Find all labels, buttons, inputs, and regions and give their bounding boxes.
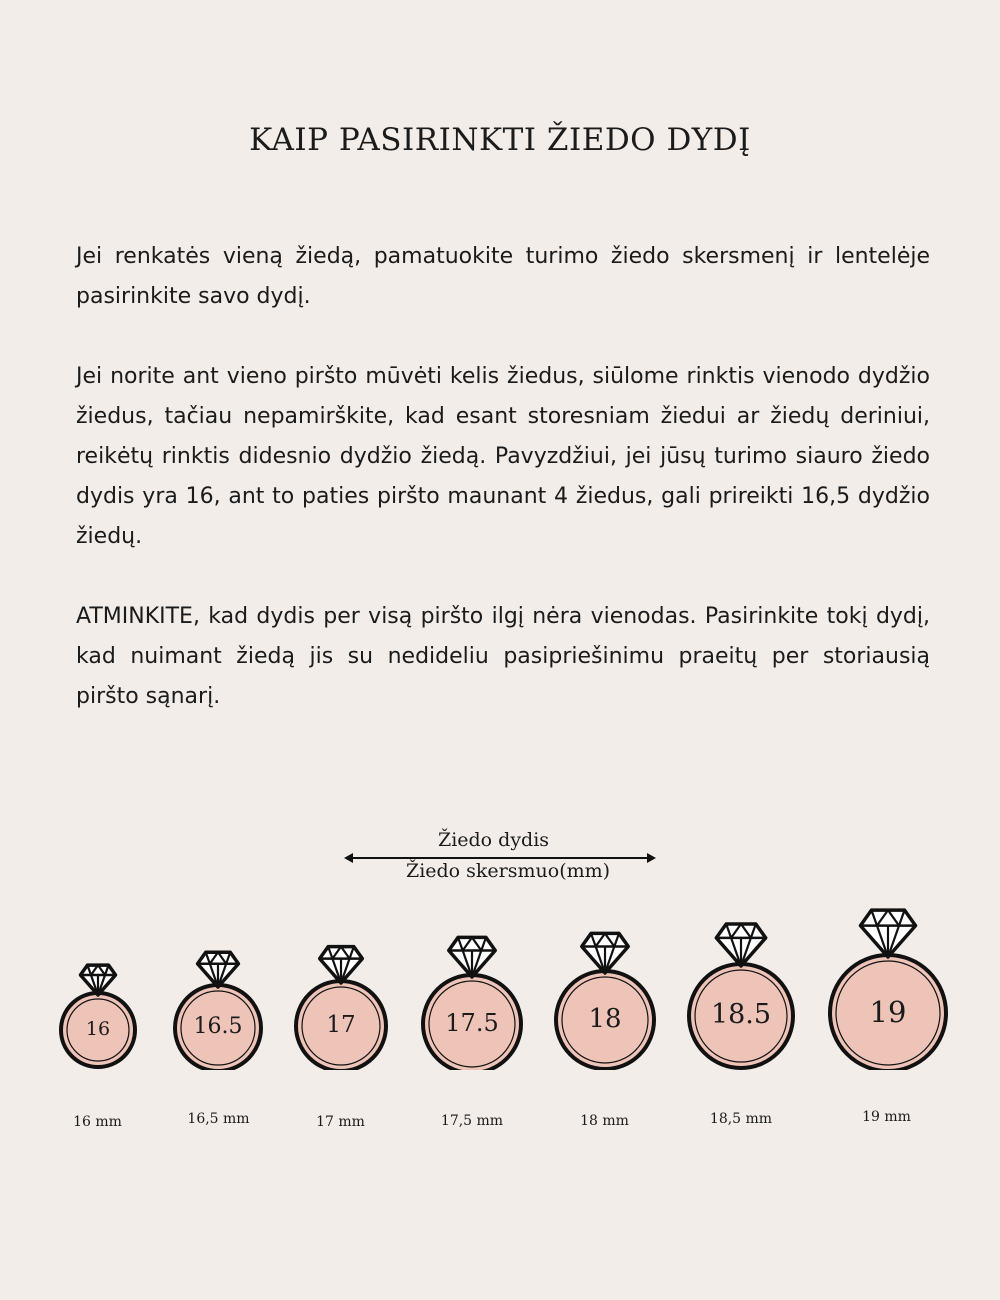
- ring-diameter-label: 17,5 mm: [440, 1113, 504, 1129]
- ring-size-label: 16: [85, 1018, 111, 1041]
- legend-size-label: Žiedo dydis: [438, 829, 550, 851]
- diamond-icon: [80, 965, 115, 995]
- diamond-icon: [582, 933, 629, 973]
- ring-3: [423, 937, 521, 1070]
- ring-diameter-label: 18 mm: [580, 1113, 629, 1129]
- ring-diameter-label: 17 mm: [316, 1114, 365, 1130]
- instruction-paragraph-multiple: Jei norite ant vieno piršto mūvėti kelis žiedus, siūlome rinktis vienodo dydžio žiedus, tačiau nepamirškite, kad esant storesniam žiedui ar žiedų deriniui, reikėtų rinktis didesnio dydžio žiedą. Pavyzdžiui, jei jūsų turimo siauro žiedo dydis yra 16, ant to paties piršto maunant 4 žiedus, gali prireikti 16,5 dydžio žiedų.: [76, 364, 930, 549]
- ring-size-chart: [0, 890, 1000, 1070]
- diamond-icon: [716, 924, 765, 966]
- ring-5: [689, 924, 793, 1070]
- ring-size-label: 19: [869, 995, 907, 1030]
- ring-4: [556, 933, 654, 1070]
- ring-size-label: 17.5: [445, 1009, 499, 1038]
- page-title: KAIP PASIRINKTI ŽIEDO DYDĮ: [249, 122, 751, 158]
- diamond-icon: [320, 947, 363, 983]
- ring-size-label: 16.5: [193, 1014, 243, 1040]
- instruction-paragraph-single: Jei renkatės vieną žiedą, pamatuokite turimo žiedo skersmenį ir lentelėje pasirinkite savo dydį.: [76, 244, 930, 309]
- ring-size-label: 18.5: [710, 999, 772, 1031]
- ring-6: [830, 910, 946, 1070]
- instruction-paragraph-note: ATMINKITE, kad dydis per visą piršto ilgį nėra vienodas. Pasirinkite tokį dydį, kad nuimant žiedą jis su nedideliu pasipriešinimu praeitų per storiausią piršto sąnarį.: [76, 604, 930, 709]
- ring-diameter-label: 19 mm: [862, 1109, 911, 1125]
- diamond-icon: [449, 937, 496, 977]
- legend-diameter-label: Žiedo skersmuo(mm): [406, 860, 611, 882]
- diamond-icon: [198, 952, 239, 987]
- ring-size-label: 17: [326, 1011, 356, 1038]
- ring-size-label: 18: [588, 1003, 622, 1034]
- ring-diameter-label: 16 mm: [73, 1114, 122, 1130]
- ring-1: [175, 952, 261, 1070]
- ring-diameter-label: 16,5 mm: [187, 1111, 250, 1127]
- diamond-icon: [860, 910, 915, 957]
- ring-2: [296, 947, 386, 1070]
- ring-diameter-label: 18,5 mm: [709, 1111, 773, 1127]
